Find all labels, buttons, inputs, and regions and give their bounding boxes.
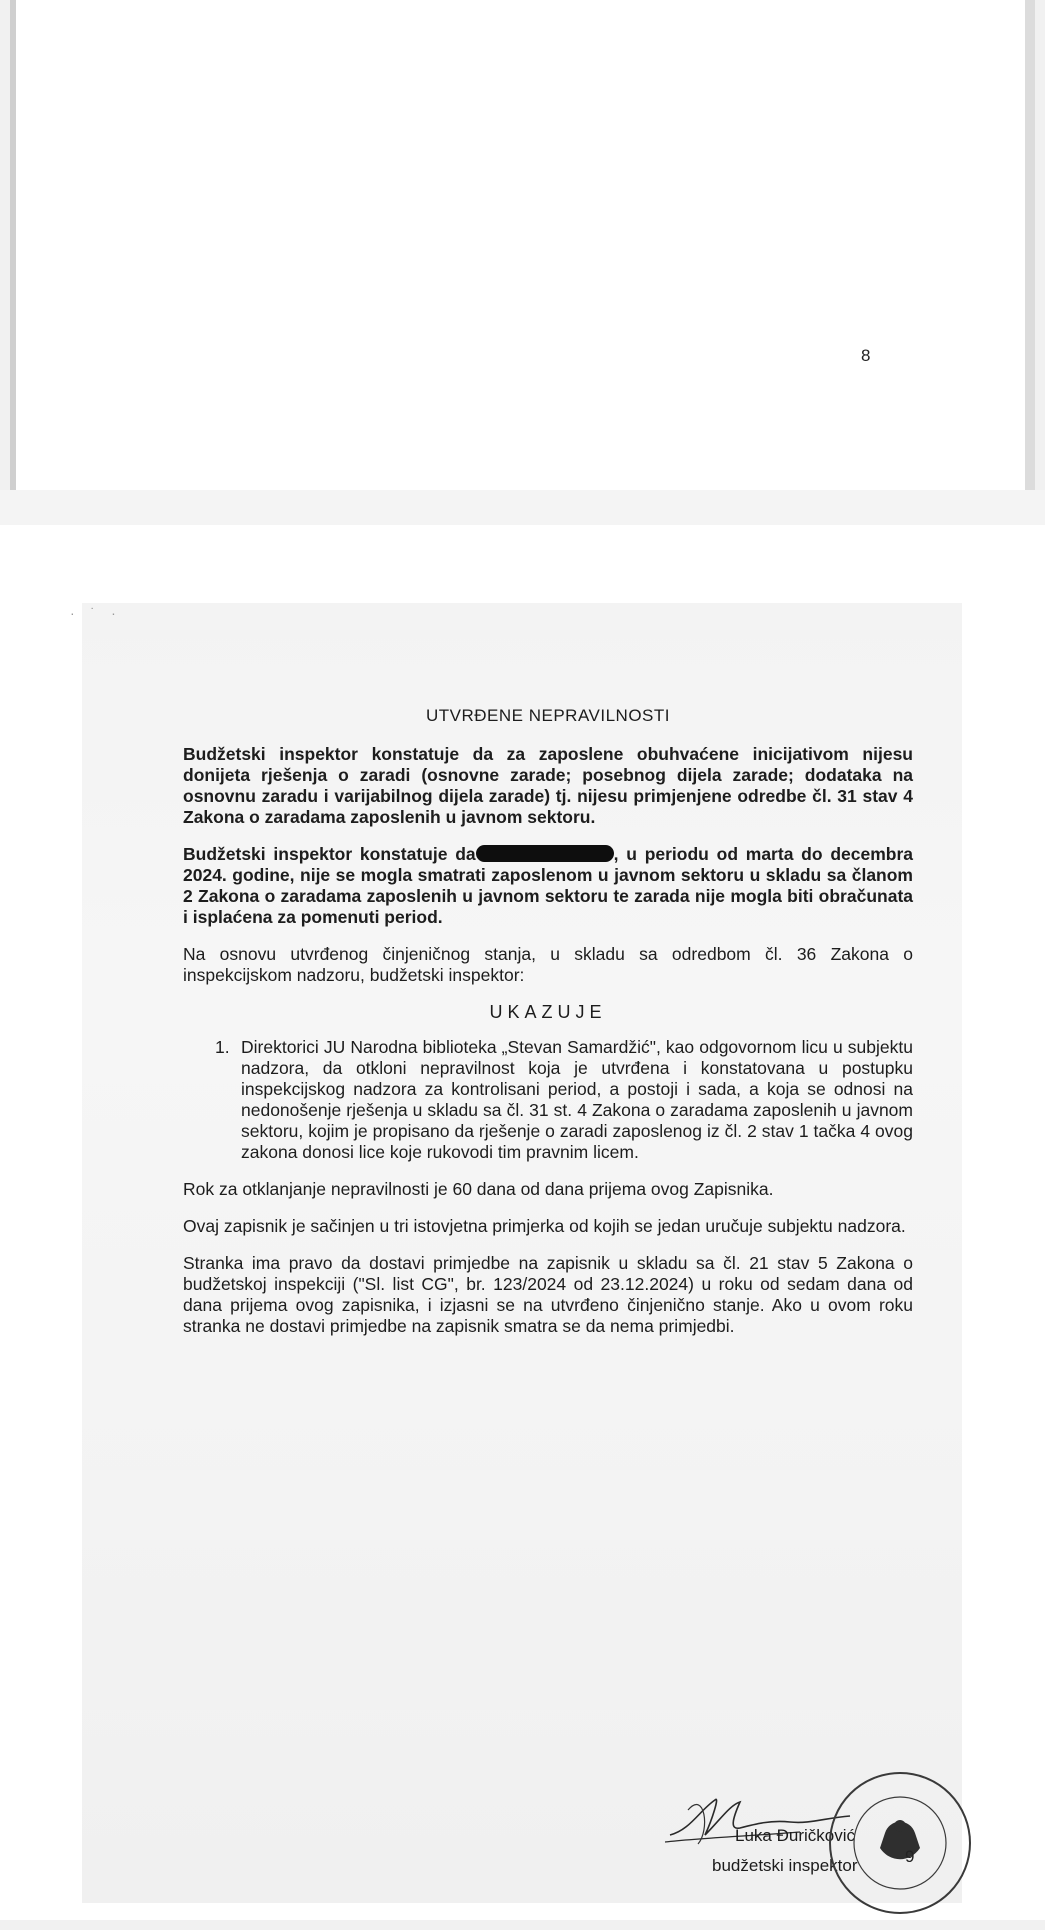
page-gap [0, 490, 1045, 525]
paragraph-deadline: Rok za otklanjanje nepravilnosti je 60 dana od dana prijema ovog Zapisnika. [183, 1179, 774, 1199]
signature-block [660, 1780, 990, 1930]
directive-list [183, 1037, 913, 1163]
paragraph-findings-2-start: Budžetski inspektor konstatuje da [183, 844, 476, 864]
paragraph-findings-1: Budžetski inspektor konstatuje da za zaposlene obuhvaćene inicijativom nijesu donijeta rješenja o zaradi (osnovne zarade; posebnog dijela zarade; dodataka na osnovnu zaradu i varijabilnog dijela zarade) tj. nijesu primjenjene odredbe čl. 31 stav 4 Zakona o zaradama zaposlenih u javnom sektoru. [183, 744, 913, 827]
ukazuje-heading: UKAZUJE [489, 1002, 607, 1022]
previous-page [10, 0, 1035, 490]
paragraph-objections: Stranka ima pravo da dostavi primjedbe na zapisnik u skladu sa čl. 21 stav 5 Zakona o budžetskoj inspekciji ("Sl. list CG", br. 123/2024 od 23.12.2024) u roku od sedam dana od dana prijema ovog zapisnika, i izjasni se na utvrđeno činjenično stanje. Ako u ovom roku stranka ne dostavi primjedbe na zapisnik smatra se da nema primjedbi. [183, 1253, 913, 1336]
scan-specks: · ˙ · [70, 605, 122, 621]
paragraph-copies: Ovaj zapisnik je sačinjen u tri istovjetna primjerka od kojih se jedan uručuje subjektu nadzora. [183, 1216, 906, 1236]
paragraph-findings-2-end: , u periodu od marta do decembra 2024. godine, nije se mogla smatrati zaposlenom u javnom sektoru u skladu sa članom 2 Zakona o zaradama zaposlenih u javnom sektoru te zarada nije mogla biti obračunata i isplaćena za pomenuti period. [183, 844, 913, 927]
paragraph-basis: Na osnovu utvrđenog činjeničnog stanja, u skladu sa odredbom čl. 36 Zakona o inspekcijskom nadzoru, budžetski inspektor: [183, 944, 913, 985]
signer-title: budžetski inspektor [712, 1856, 858, 1875]
list-item-text: Direktorici JU Narodna biblioteka „Stevan Samardžić", kao odgovornom licu u subjektu nadzora, da otkloni nepravilnost koja je utvrđena i konstatovana u postupku inspekcijskog nadzora za kontrolisani period, a postoji i sada, a koja se odnosi na nedonošenje rješenja u skladu sa čl. 31 st. 4 Zakona o zaradama zaposlenih u javnom sektoru, kojim je propisano da rješenje o zaradi zaposlenog iz čl. 2 stav 1 tačka 4 ovog zakona donosi lice koje rukovodi tim pravnim licem. [241, 1037, 913, 1162]
official-seal-icon [825, 1768, 975, 1918]
document-page [0, 525, 1045, 1920]
list-item-number: 1. [215, 1037, 230, 1057]
page-number: 9 [905, 1847, 915, 1866]
redaction-mark [476, 845, 614, 862]
paragraph-findings-2 [183, 844, 913, 928]
signer-name: Luka Đuričković [735, 1826, 855, 1845]
list-item [215, 1037, 913, 1163]
document-body [183, 705, 913, 1353]
section-heading: UTVRĐENE NEPRAVILNOSTI [425, 706, 670, 725]
page-number: 8 [861, 346, 871, 365]
